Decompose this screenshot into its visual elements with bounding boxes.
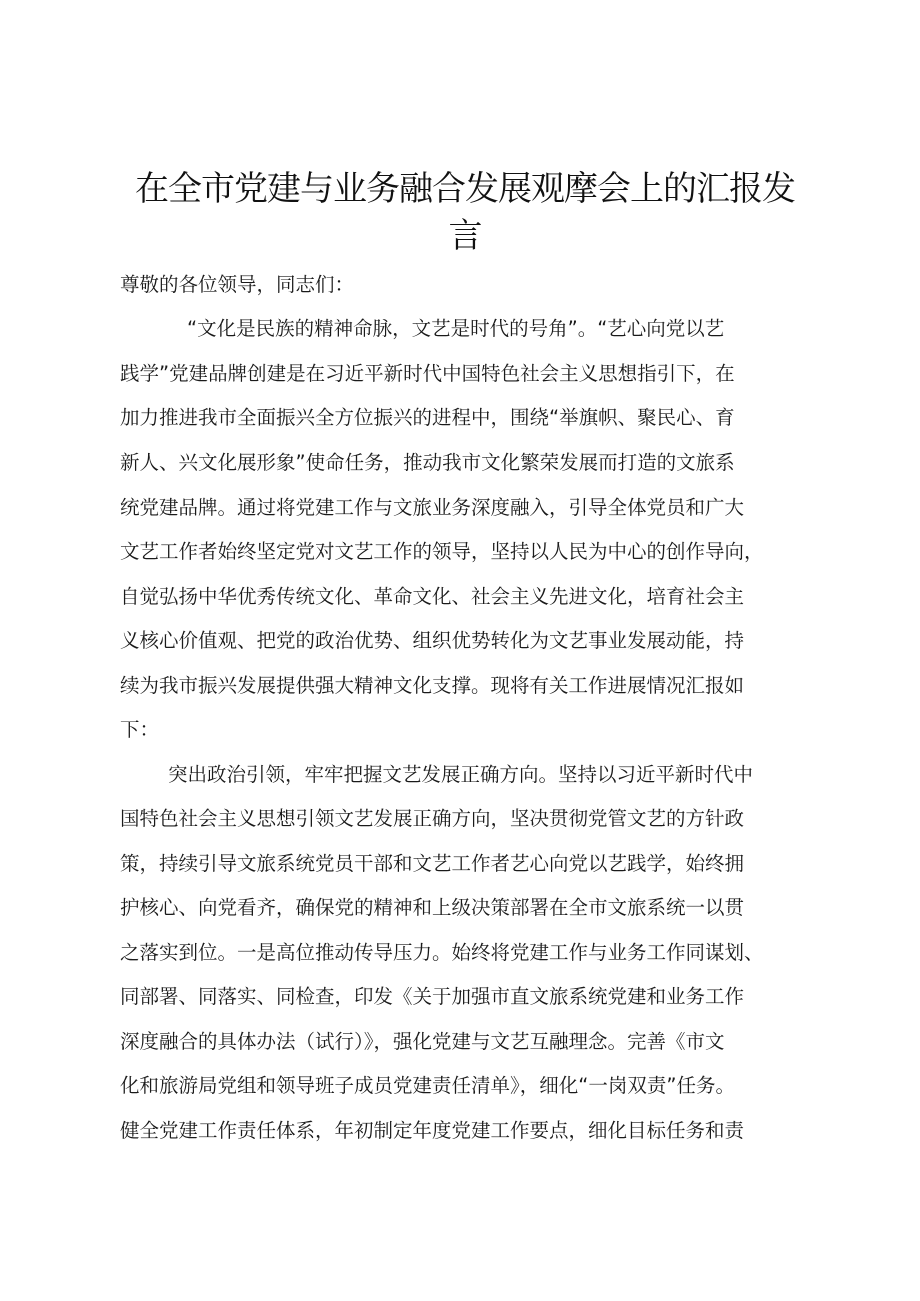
salutation: 尊敬的各位领导，同志们： [120,273,355,296]
paragraph-2-line: 健全党建工作责任体系，年初制定年度党建工作要点，细化目标任务和责 [120,1119,745,1142]
paragraph-1-line: 加力推进我市全面振兴全方位振兴的进程中，围绕“举旗帜、聚民心、育 [120,406,735,429]
paragraph-1-line: 践学”党建品牌创建是在习近平新时代中国特色社会主义思想指引下，在 [120,362,735,385]
paragraph-1-line: 义核心价值观、把党的政治优势、组织优势转化为文艺事业发展动能，持 [120,629,745,652]
paragraph-1-line: “文化是民族的精神命脉，文艺是时代的号角”。“艺心向党以艺 [187,317,725,340]
paragraph-2-line: 深度融合的具体办法（试行）》，强化党建与文艺互融理念。完善《市文 [120,1030,725,1053]
paragraph-2-line: 同部署、同落实、同检查，印发《关于加强市直文旅系统党建和业务工作 [120,985,745,1008]
paragraph-1-line: 续为我市振兴发展提供强大精神文化支撑。现将有关工作进展情况汇报如 [120,674,745,697]
paragraph-2-line: 化和旅游局党组和领导班子成员党建责任清单》，细化“一岗双责”任务。 [120,1074,735,1097]
paragraph-1-line: 文艺工作者始终坚定党对文艺工作的领导，坚持以人民为中心的创作导向， [120,540,764,563]
paragraph-2-line: 国特色社会主义思想引领文艺发展正确方向，坚决贯彻党管文艺的方针政 [120,807,745,830]
document-title-line-1: 在全市党建与业务融合发展观摩会上的汇报发 [135,169,795,209]
paragraph-2-line: 之落实到位。一是高位推动传导压力。始终将党建工作与业务工作同谋划、 [120,941,764,964]
paragraph-1-line: 自觉弘扬中华优秀传统文化、革命文化、社会主义先进文化，培育社会主 [120,585,745,608]
paragraph-2-line: 策，持续引导文旅系统党员干部和文艺工作者艺心向党以艺践学，始终拥 [120,852,745,875]
paragraph-2-line: 突出政治引领，牢牢把握文艺发展正确方向。坚持以习近平新时代中 [168,763,754,786]
paragraph-1-line: 下： [120,718,160,741]
document-title-line-2: 言 [448,216,482,256]
paragraph-1-line: 新人、兴文化展形象”使命任务，推动我市文化繁荣发展而打造的文旅系 [120,451,735,474]
paragraph-1-line: 统党建品牌。通过将党建工作与文旅业务深度融入，引导全体党员和广大 [120,496,745,519]
paragraph-2-line: 护核心、向党看齐，确保党的精神和上级决策部署在全市文旅系统一以贯 [120,896,745,919]
